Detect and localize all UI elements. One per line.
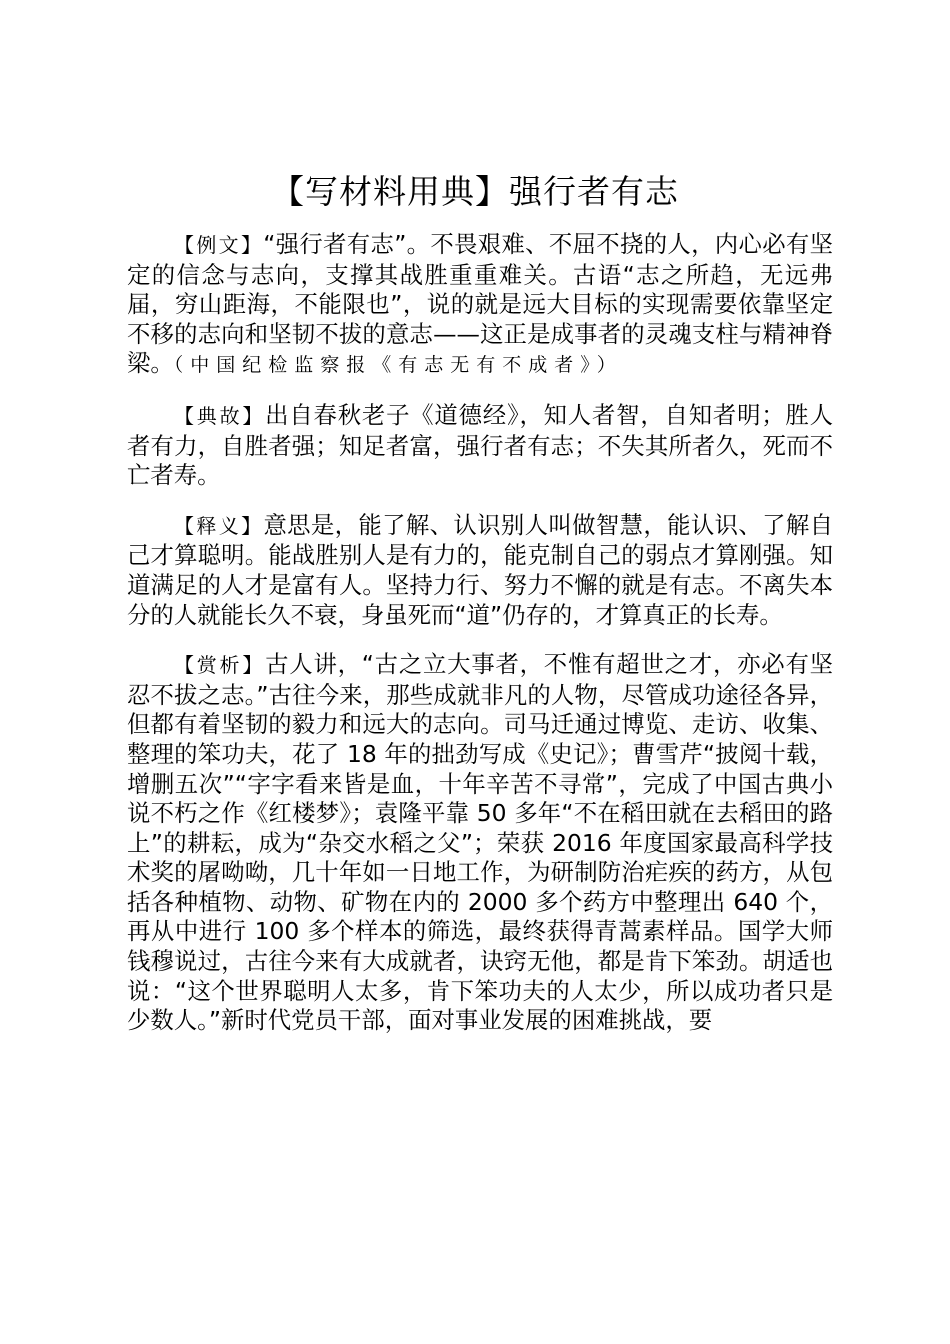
document-title: 【写材料用典】强行者有志 <box>271 172 679 211</box>
analysis-text: 古人讲，“古之立大事者，不惟有超世之才，亦必有坚忍不拔之志。”古往今来，那些成就非凡的人物，尽管成功途径各异，但都有着坚韧的毅力和远大的志向。司马迁通过博览、走访、收集、整理的笨功夫，花了 18 年的拙劲写成《史记》；曹雪芹“披阅十载，增删五次”“字字看来皆是血，十年辛苦不寻常”，完成了中国古典小说不朽之作《红楼梦》；袁隆平靠 50 多年“不在稻田就在去稻田的路上”的耕耘，成为“杂交水稻之父”；荣获 2016 年度国家最高科学技术奖的屠呦呦，几十年如一日地工作，为研制防治疟疾的药方，从包括各种植物、动物、矿物在内的 2000 多个药方中整理出 640 个，再从中进行 100 多个样本的筛选，最终获得青蒿素样品。国学大师钱穆说过，古往今来有大成就者，诀窍无他，都是肯下笨劲。胡适也说：“这个世界聪明人太多，肯下笨功夫的人太少，所以成功者只是少数人。”新时代党员干部，面对事业发展的困难挑战，要 <box>127 650 834 1035</box>
example-text: “强行者有志”。不畏艰难、不屈不挠的人，内心必有坚定的信念与志向，支撑其战胜重重难关。古语“志之所趋，无远弗届，穷山距海，不能限也”，说的就是远大目标的实现需要依靠坚定不移的志向和坚韧不拔的意志——这正是成事者的灵魂支柱与精神脊梁。 <box>127 230 834 378</box>
example-source: （中国纪检监察报《有志无有不成者》） <box>173 354 623 377</box>
meaning-text: 意思是，能了解、认识别人叫做智慧，能认识、了解自己才算聪明。能战胜别人是有力的，能克制自己的弱点才算刚强。知道满足的人才是富有人。坚持力行、努力不懈的就是有志。不离失本分的人就能长久不衰，身虽死而“道”仍存的，才算真正的长寿。 <box>127 510 834 629</box>
meaning-paragraph <box>127 511 833 630</box>
allusion-paragraph <box>127 401 833 491</box>
document-body <box>127 230 833 1056</box>
allusion-text: 出自春秋老子《道德经》，知人者智，自知者明；胜人者有力，自胜者强；知足者富，强行者有志；不失其所者久，死而不亡者寿。 <box>127 400 833 490</box>
meaning-tag: 【释义】 <box>174 513 264 538</box>
analysis-tag: 【赏析】 <box>174 653 266 678</box>
example-tag: 【例文】 <box>174 233 264 257</box>
analysis-paragraph <box>127 650 833 1036</box>
allusion-tag: 【典故】 <box>174 403 266 428</box>
example-paragraph <box>127 230 833 381</box>
